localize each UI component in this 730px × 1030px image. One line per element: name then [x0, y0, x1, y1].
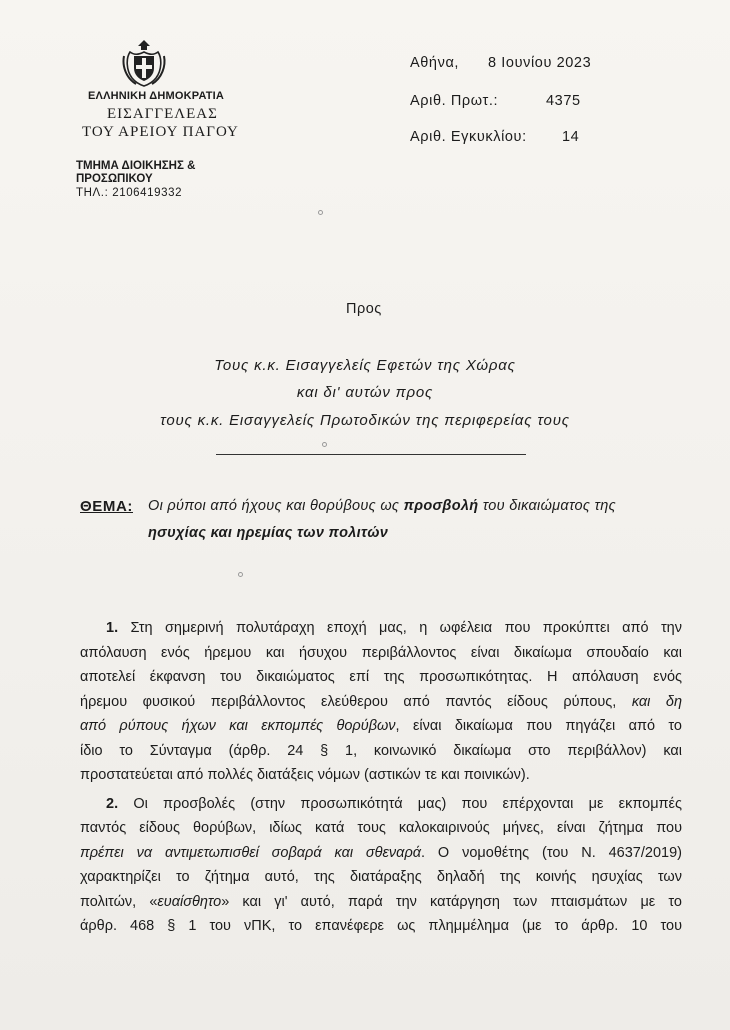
p2-text-5a: πολιτών, «	[80, 893, 158, 910]
p1-text-4a: ήρεμου φυσικού περιβάλλοντος ελεύθερου από παντός είδους ρύπους,	[80, 693, 617, 710]
subject-emphasis: προσβολή	[403, 498, 479, 514]
protocol-number: 4375	[546, 93, 581, 109]
subject-text-c: του δικαιώματος της	[482, 498, 616, 514]
p1-text-1: Στη σημερινή πολυτάραχη εποχή μας, η ωφέλεια που προκύπτει από την	[130, 620, 682, 636]
date: 8 Ιουνίου 2023	[488, 55, 592, 71]
circular-line	[410, 129, 580, 145]
separator-line	[216, 454, 526, 455]
scan-speck	[318, 210, 323, 215]
p2-line-3	[80, 841, 682, 866]
recipient-line-3: τους κ.κ. Εισαγγελείς Πρωτοδικών της περιφερείας τους	[160, 412, 570, 429]
subject-line-1	[148, 498, 616, 514]
body-text	[80, 616, 682, 939]
p1-line-3: αποτελεί έκφανση του δικαιώματος επί της προσωπικότητας. Η απόλαυση ενός	[80, 669, 682, 685]
recipient-line-2: και δι' αυτών προς	[296, 384, 434, 401]
p2-text-3b: . Ο νομοθέτης (του Ν. 4637/2019)	[421, 844, 682, 861]
place: Αθήνα,	[410, 55, 460, 71]
p2-line-2: παντός είδους θορύβων, ιδίως κατά τους καλοκαιρινούς μήνες, είναι ζήτημα που	[80, 820, 682, 836]
p1-line-6: ίδιο το Σύνταγμα (άρθρ. 24 § 1, κοινωνικό δικαίωμα στο περιβάλλον) και	[80, 742, 682, 759]
p2-line-5	[80, 890, 682, 915]
p2-text-5c: » και γι' αυτό, παρά την κατάργηση των πταισμάτων με το	[221, 893, 682, 910]
protocol-line	[410, 93, 581, 109]
authority-line-2: ΤΟΥ ΑΡΕΙΟΥ ΠΑΓΟΥ	[82, 124, 239, 140]
protocol-label: Αριθ. Πρωτ.:	[410, 93, 499, 109]
p2-line-6: άρθρ. 468 § 1 του νΠΚ, το επανέφερε ως πλημμέλημα (με το άρθρ. 10 του	[80, 918, 682, 934]
authority-line-1: ΕΙΣΑΓΓΕΛΕΑΣ	[107, 106, 218, 122]
phone-number: ΤΗΛ.: 2106419332	[76, 187, 183, 199]
p1-text-4b: και δη	[631, 693, 683, 710]
country-name: ΕΛΛΗΝΙΚΗ ΔΗΜΟΚΡΑΤΙΑ	[88, 90, 225, 102]
scan-speck	[322, 442, 327, 447]
p2-number: 2.	[106, 795, 119, 812]
p1-line-4	[80, 690, 682, 715]
p2-text-3a: πρέπει να αντιμετωπισθεί σοβαρά και σθεναρά	[80, 844, 422, 861]
p2-line-1	[80, 792, 682, 817]
department-line-2: ΠΡΟΣΩΠΙΚΟΥ	[76, 173, 153, 185]
p1-text-5a: από ρύπους ήχων και εκπομπές θορύβων	[80, 718, 396, 734]
circular-label: Αριθ. Εγκυκλίου:	[410, 129, 527, 145]
p1-line-5	[80, 714, 682, 739]
circular-number: 14	[562, 129, 580, 145]
department-line-1: ΤΜΗΜΑ ΔΙΟΙΚΗΣΗΣ &	[76, 160, 196, 172]
recipient-line-1: Τους κ.κ. Εισαγγελείς Εφετών της Χώρας	[214, 357, 516, 374]
to-label: Προς	[346, 301, 382, 317]
date-line	[410, 55, 592, 71]
p1-line-1	[80, 616, 682, 641]
subject-label: ΘΕΜΑ:	[80, 498, 133, 515]
subject-line-2: ησυχίας και ηρεμίας των πολιτών	[148, 525, 389, 541]
p1-number: 1.	[106, 620, 119, 636]
department-block	[76, 160, 195, 200]
p1-line-2: απόλαυση ενός ήρεμου και ήσυχου περιβάλλοντος είναι δικαίωμα σπουδαίο και	[80, 644, 682, 661]
scan-speck	[238, 572, 243, 577]
p1-text-5b: , είναι δικαίωμα που πηγάζει από το	[395, 718, 682, 734]
p2-text-1: Οι προσβολές (στην προσωπικότητά μας) που επέρχονται με εκπομπές	[133, 795, 683, 812]
greek-coat-of-arms-icon	[120, 38, 168, 88]
p2-text-5b: ευαίσθητο	[157, 893, 222, 910]
subject-text-a: Οι ρύποι από ήχους και θορύβους ως	[148, 498, 400, 514]
p1-line-7: προστατεύεται από πολλές διατάξεις νόμων (αστικών τε και ποινικών).	[80, 767, 530, 783]
p2-line-4: χαρακτηρίζει το ζήτημα αυτό, της διατάραξης δηλαδή της κοινής ησυχίας των	[80, 869, 682, 885]
